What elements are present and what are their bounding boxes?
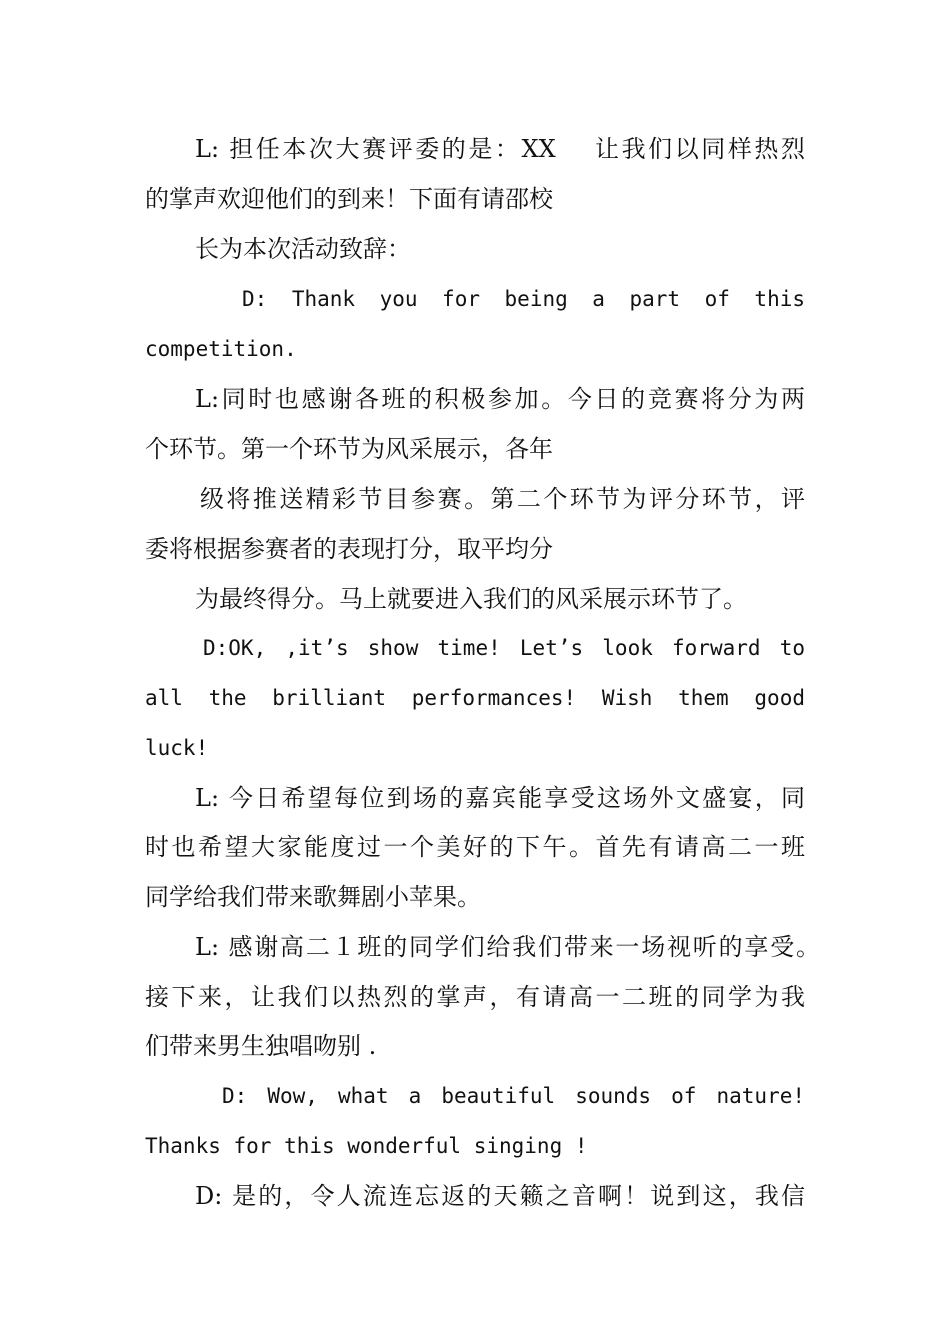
text-line-4: D: Thank you for being a part of this bbox=[242, 287, 805, 311]
text-line-20: D: Wow, what a beautiful sounds of nature! bbox=[222, 1084, 805, 1108]
text-line-22: D: 是的，令人流连忘返的天籁之音啊！说到这，我信 bbox=[195, 1182, 805, 1210]
text-line-9: 委将根据参赛者的表现打分，取平均分 bbox=[145, 535, 553, 563]
text-line-5: competition. bbox=[145, 337, 297, 361]
text-line-3: 长为本次活动致辞： bbox=[195, 235, 411, 263]
text-line-1: L: 担任本次大赛评委的是：XX 让我们以同样热烈 bbox=[195, 135, 805, 163]
text-line-16: 同学给我们带来歌舞剧小苹果。 bbox=[145, 883, 481, 911]
text-line-13: luck! bbox=[145, 736, 209, 760]
text-line-14: L: 今日希望每位到场的嘉宾能享受这场外文盛宴，同 bbox=[195, 784, 805, 812]
text-line-7: 个环节。第一个环节为风采展示，各年 bbox=[145, 435, 553, 463]
text-line-6: L:同时也感谢各班的积极参加。今日的竞赛将分为两 bbox=[195, 385, 805, 413]
text-line-17: L: 感谢高二１班的同学们给我们带来一场视听的享受。 bbox=[195, 933, 820, 961]
text-line-8: 级将推送精彩节目参赛。第二个环节为评分环节，评 bbox=[200, 485, 805, 513]
text-line-15: 时也希望大家能度过一个美好的下午。首先有请高二一班 bbox=[145, 833, 805, 861]
text-line-12: all the brilliant performances! Wish them good bbox=[145, 686, 805, 710]
text-line-19: 们带来男生独唱吻别 . bbox=[145, 1032, 377, 1060]
text-line-10: 为最终得分。马上就要进入我们的风采展示环节了。 bbox=[195, 585, 747, 613]
text-line-18: 接下来，让我们以热烈的掌声，有请高一二班的同学为我 bbox=[145, 983, 805, 1011]
text-line-21: Thanks for this wonderful singing ! bbox=[145, 1134, 588, 1158]
text-line-2: 的掌声欢迎他们的到来！下面有请邵校 bbox=[145, 185, 553, 213]
text-line-11: D:OK, ,it’s show time! Let’s look forward to bbox=[203, 636, 805, 660]
